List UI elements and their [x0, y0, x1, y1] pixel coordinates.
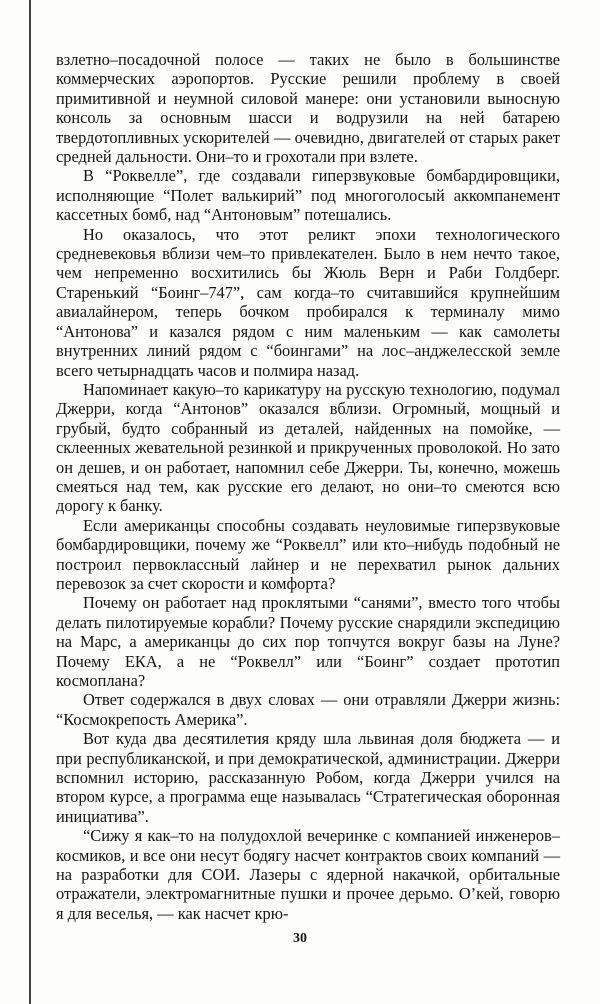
scan-edge-line: [29, 0, 31, 1004]
paragraph: Ответ содержался в двух словах — они отравляли Джерри жизнь: “Космокрепость Америка”.: [56, 690, 560, 729]
paragraph: В “Роквелле”, где создавали гиперзвуковые бомбардировщики, исполняющие “Полет валькирий” под многоголосый аккомпанемент кассетных бомб, над “Антоновым” потешались.: [56, 166, 560, 225]
paragraph: Напоминает какую–то карикатуру на русскую технологию, подумал Джерри, когда “Антонов” оказался вблизи. Огромный, мощный и грубый, будто собранный из деталей, найденных на помойке, — склеенных жевательной резинкой и прикрученных проволокой. Но зато он дешев, и он работает, напомнил себе Джерри. Ты, конечно, можешь смеяться над тем, как русские его делают, но они–то смеются всю дорогу к банку.: [56, 379, 560, 516]
paragraph: Вот куда два десятилетия кряду шла львиная доля бюджета — и при республиканской, и при демократической, администрации. Джерри вспомнил историю, рассказанную Робом, когда Джерри учился на втором курсе, а программа еще называлась “Стратегическая оборонная инициатива”.: [56, 729, 560, 826]
page-text-block: [56, 50, 560, 923]
paragraph: “Сижу я как–то на полудохлой вечеринке с компанией инженеров–космиков, и все они несут бодягу насчет контрактов своих компаний — на разработки для СОИ. Лазеры с ядерной накачкой, орбитальные отражатели, электромагнитные пушки и прочее дерьмо. О’кей, говорю я для веселья, — как насчет крю-: [56, 826, 560, 923]
paragraph: Но оказалось, что этот реликт эпохи технологического средневековья вблизи чем–то привлекателен. Было в нем нечто такое, чем непременно восхитились бы Жюль Верн и Раби Голдберг. Старенький “Боинг–747”, сам когда–то считавшийся крупнейшим авиалайнером, теперь бочком пробирался к терминалу мимо “Антонова” и казался рядом с ним маленьким — как самолеты внутренних линий рядом с “боингами” на лос–анджелесской земле всего четырнадцать часов и полмира назад.: [56, 224, 560, 380]
page-number: 30: [293, 931, 307, 946]
paragraph: Если американцы способны создавать неуловимые гиперзвуковые бомбардировщики, почему же “Роквелл” или кто–нибудь подобный не построил первоклассный лайнер и не перехватил рынок дальних перевозок за счет скорости и комфорта?: [56, 515, 560, 593]
paragraph: взлетно–посадочной полосе — таких не было в большинстве коммерческих аэропортов. Русские решили проблему в своей примитивной и неумной силовой манере: они установили выносную консоль за основным шасси и водрузили на ней батарею твердотопливных ускорителей — очевидно, двигателей от старых ракет средней дальности. Они–то и грохотали при взлете.: [56, 50, 560, 167]
paragraph: Почему он работает над проклятыми “санями”, вместо того чтобы делать пилотируемые корабли? Почему русские снарядили экспедицию на Марс, а американцы до сих пор топчутся вокруг базы на Луне? Почему ЕКА, а не “Роквелл” или “Боинг” создает прототип космоплана?: [56, 593, 560, 690]
